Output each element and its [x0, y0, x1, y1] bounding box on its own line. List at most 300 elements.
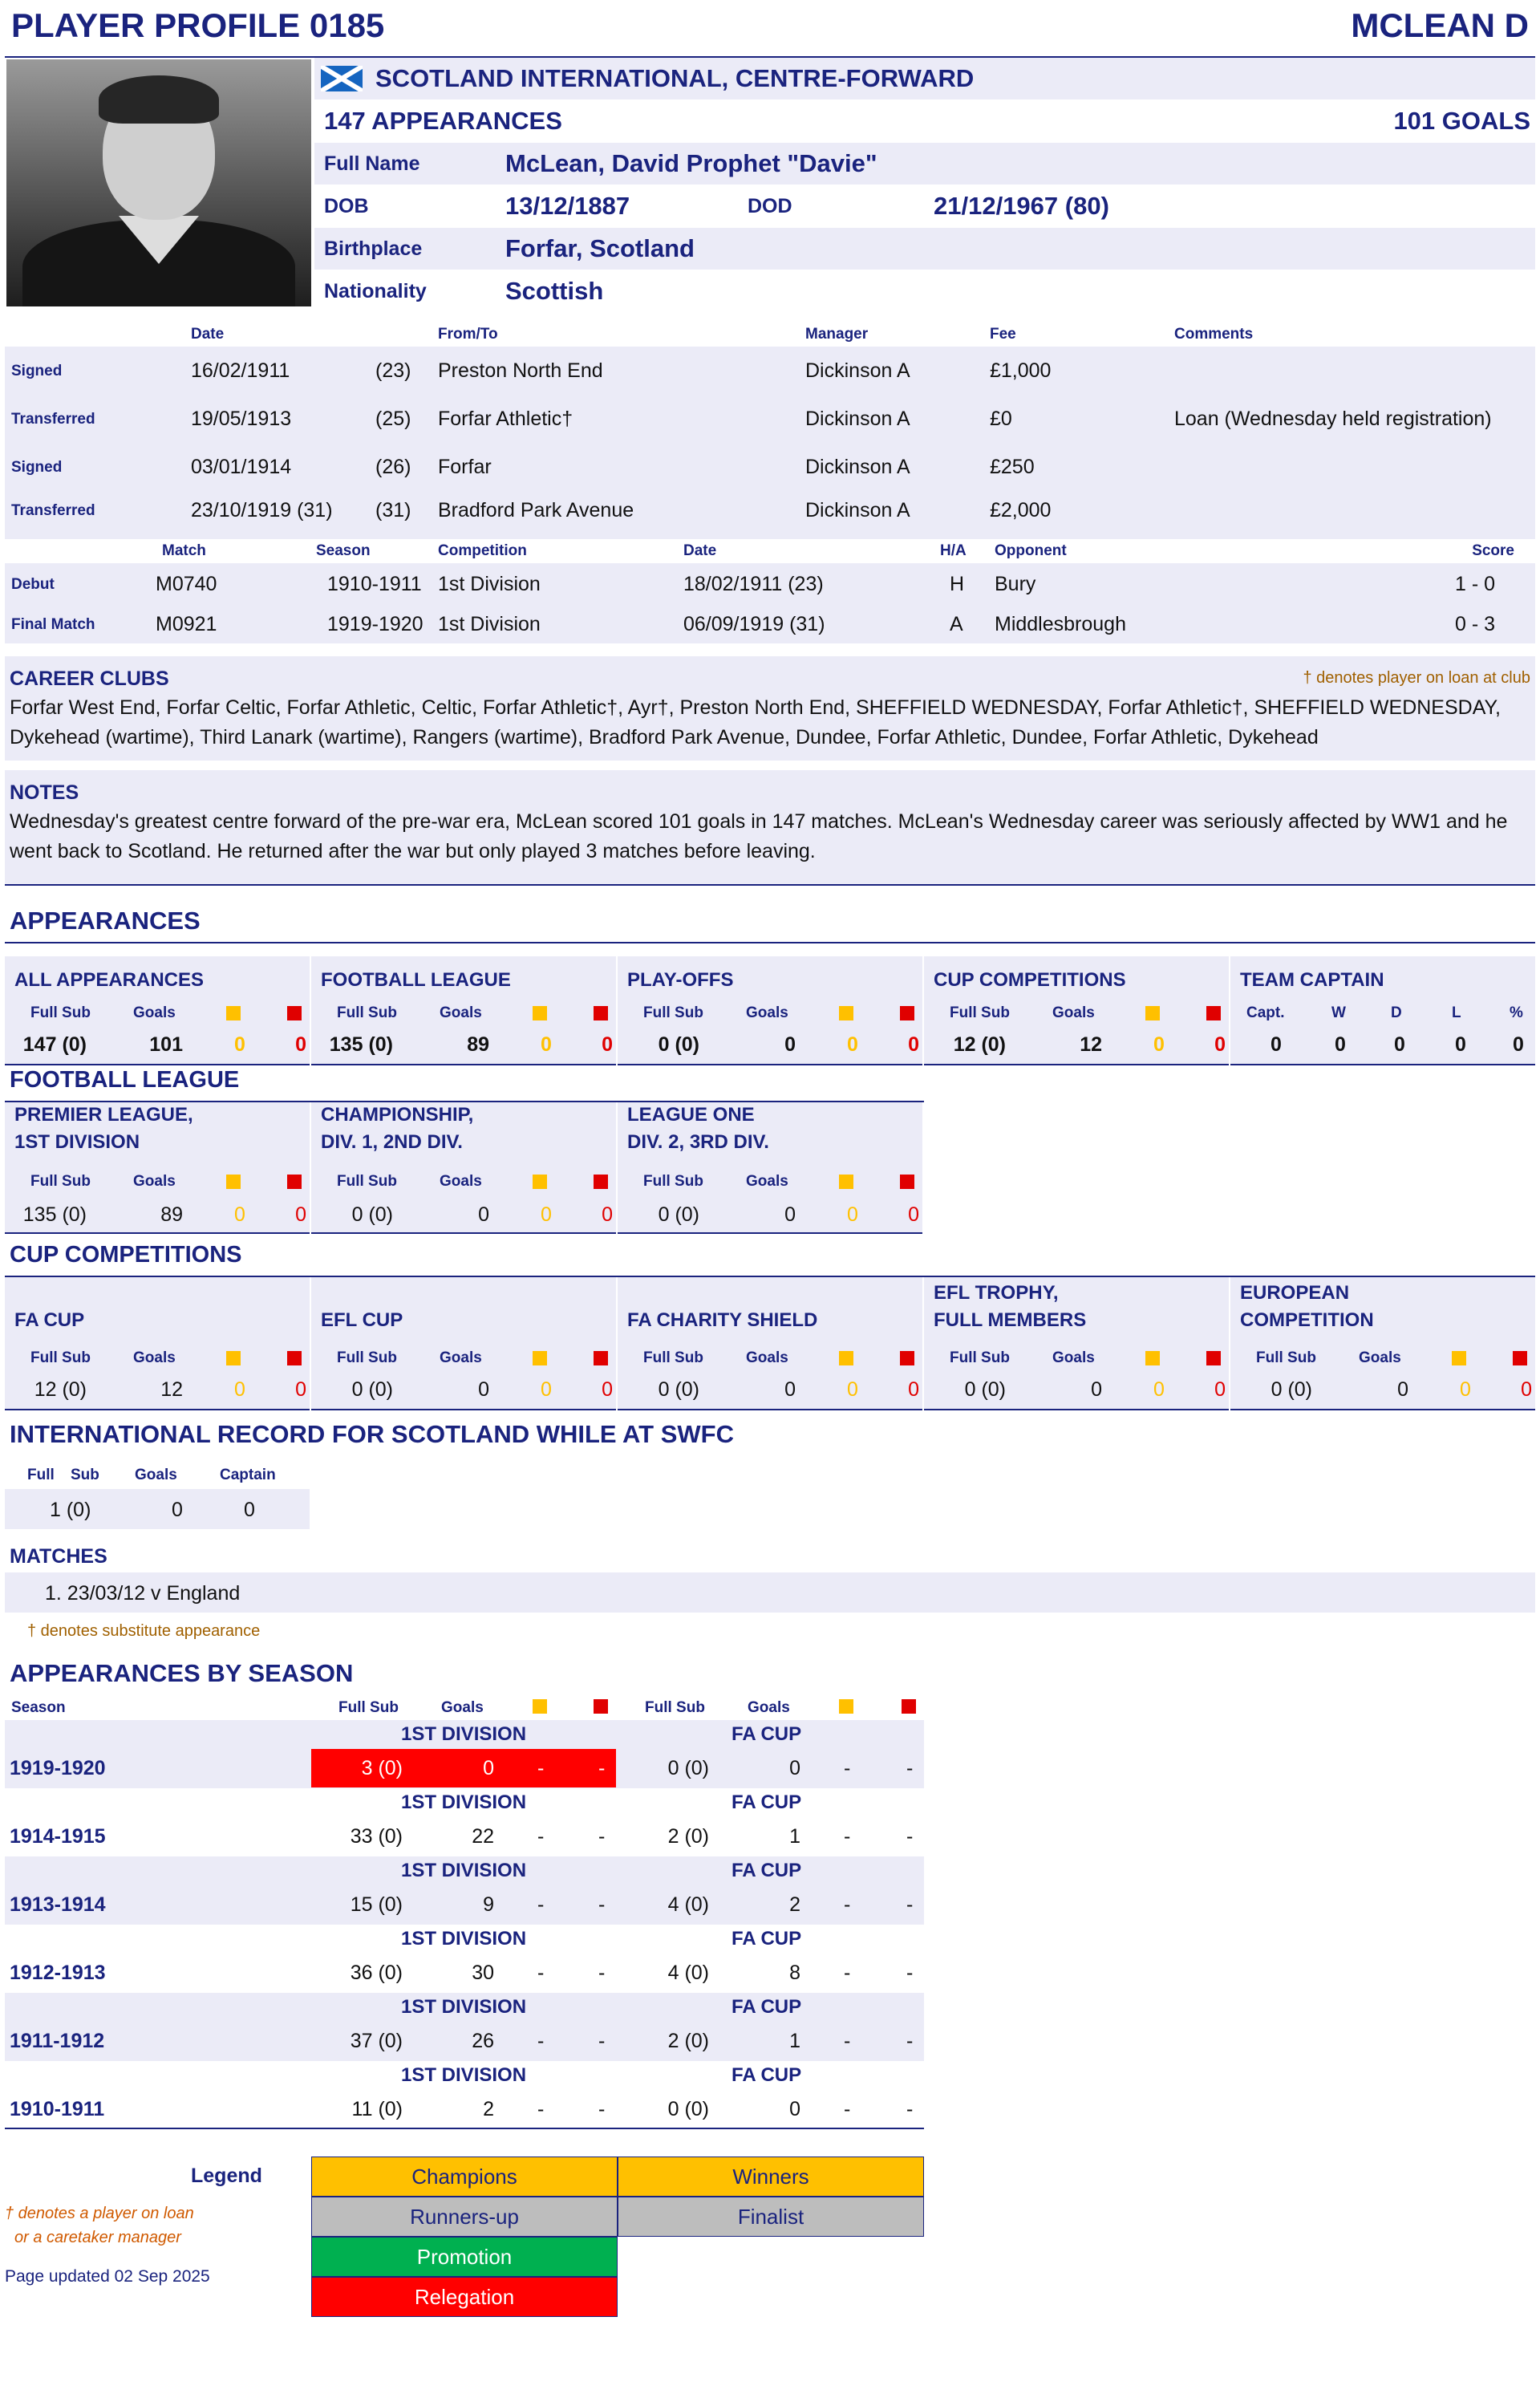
stat-block [5, 956, 310, 1065]
matches-header [5, 541, 1535, 563]
match-id: M0921 [156, 613, 217, 635]
player-role: SCOTLAND INTERNATIONAL, CENTRE-FORWARD [375, 64, 975, 92]
match-score: 0 - 3 [1454, 613, 1495, 635]
red-cards-value: - [906, 1893, 914, 1916]
competition-1-label: 1ST DIVISION [401, 1791, 527, 1813]
full-sub-value: 33 (0) [350, 1825, 403, 1848]
block-underline [5, 1232, 310, 1234]
competition-2-label: FA CUP [732, 1791, 802, 1813]
block-underline [311, 1064, 616, 1065]
transfer-date: 23/10/1919 (31) [191, 499, 333, 521]
yellow-cards-value: 0 [1153, 1033, 1165, 1056]
yellow-card-icon [533, 1175, 547, 1189]
season-row [5, 1925, 924, 1993]
header-goals: Goals [440, 1349, 482, 1366]
yellow-cards-value: 0 [847, 1378, 858, 1401]
full-sub-value: 12 (0) [34, 1378, 87, 1401]
red-card-icon [594, 1006, 608, 1020]
legend-title: Legend [191, 2165, 262, 2187]
header-full-sub: Full Sub [643, 1173, 703, 1190]
intl-match-item: 1. 23/03/12 v England [45, 1582, 241, 1605]
match-season: 1910-1911 [327, 573, 422, 595]
transfer-row [5, 491, 1535, 539]
transfer-age: (23) [375, 359, 411, 382]
full-name-label: Full Name [324, 152, 420, 175]
transfer-fee: £1,000 [990, 359, 1052, 382]
red-card-icon [1513, 1351, 1527, 1365]
transfer-club: Preston North End [438, 359, 603, 382]
red-card-icon [287, 1351, 302, 1365]
block-underline [5, 1064, 310, 1065]
goals-value: 0 [784, 1033, 796, 1056]
header-full-sub: Full Sub [337, 1004, 397, 1021]
red-cards-value: 0 [295, 1203, 306, 1226]
competition-1-label: 1ST DIVISION [401, 1928, 527, 1950]
header-goals: Goals [1359, 1349, 1401, 1366]
legend-section [5, 2148, 1535, 2333]
full-sub-value: 0 (0) [667, 1757, 709, 1779]
match-type: Final Match [11, 616, 95, 633]
scotland-flag-icon [321, 66, 363, 91]
transfer-fee: £2,000 [990, 499, 1052, 521]
header-goals: Goals [133, 1173, 176, 1190]
full-sub-value: 2 (0) [667, 2030, 709, 2052]
transfer-manager: Dickinson A [805, 408, 910, 430]
player-name: MCLEAN D [1351, 6, 1529, 44]
yellow-card-icon [839, 1175, 853, 1189]
red-card-icon [900, 1351, 914, 1365]
career-clubs-section [5, 656, 1535, 761]
legend-champions: Champions [311, 2157, 618, 2197]
yellow-cards-value: 0 [234, 1203, 245, 1226]
header-full-sub: Full Sub [30, 1004, 91, 1021]
debut-row [5, 563, 1535, 603]
stat-block [1230, 1277, 1535, 1410]
season-row [5, 1993, 924, 2061]
yellow-card-icon [226, 1175, 241, 1189]
final-match-row [5, 603, 1535, 643]
goals-value: 0 [784, 1378, 796, 1401]
competition-2-label: FA CUP [732, 1860, 802, 1881]
match-id: M0740 [156, 573, 217, 595]
competition-1-label: 1ST DIVISION [401, 1996, 527, 2018]
transfer-type: Signed [11, 363, 63, 379]
header-full-sub-1: Full Sub [338, 1699, 399, 1716]
captain-header: Capt. [1246, 1004, 1285, 1021]
stat-block [311, 1102, 616, 1234]
legend-promotion: Promotion [311, 2237, 618, 2277]
header-score: Score [1472, 542, 1514, 559]
yellow-cards-value: 0 [847, 1203, 858, 1226]
match-ha: H [950, 573, 965, 595]
transfer-age: (26) [375, 456, 411, 478]
header-manager: Manager [805, 326, 869, 343]
goals-value: 22 [472, 1825, 494, 1848]
yellow-card-icon [839, 1699, 853, 1714]
yellow-cards-value: 0 [234, 1033, 245, 1056]
captain-value: 0 [1394, 1033, 1405, 1056]
block-underline [924, 1064, 1229, 1065]
nationality-label: Nationality [324, 280, 427, 302]
legend-winners: Winners [618, 2157, 924, 2197]
stat-block [618, 1277, 922, 1410]
appearances-title: APPEARANCES [5, 907, 1535, 943]
player-info-panel [5, 56, 1535, 308]
season-row [5, 1720, 924, 1788]
full-sub-value: 15 (0) [350, 1893, 403, 1916]
career-clubs-line-1: Forfar West End, Forfar Celtic, Forfar Athletic, Celtic, Forfar Athletic†, Ayr†, Preston North End, SHEFFIELD WEDNESDAY, Forfar Athletic†, SHEFFIELD WEDNESDAY, [10, 696, 1501, 719]
season-label: 1914-1915 [10, 1825, 106, 1848]
debut-final-table [5, 541, 1535, 643]
total-goals: 101 GOALS [1393, 107, 1530, 135]
yellow-card-icon [533, 1699, 547, 1714]
intl-captain: 0 [244, 1499, 255, 1521]
transfers-table [5, 324, 1535, 541]
transfers-header [5, 324, 1535, 347]
full-sub-value: 0 (0) [351, 1378, 393, 1401]
goals-value: 2 [483, 2098, 494, 2120]
intl-header-sub: Sub [71, 1467, 99, 1483]
transfer-club: Forfar [438, 456, 492, 478]
red-cards-value: 0 [295, 1378, 306, 1401]
appearances-section [5, 899, 1535, 1067]
cup-competitions-section [5, 1237, 1535, 1412]
transfer-manager: Dickinson A [805, 499, 910, 521]
stat-block-title: FA CHARITY SHIELD [627, 1309, 818, 1331]
player-profile-page [5, 0, 1535, 2333]
goals-value: 0 [789, 2098, 800, 2120]
red-cards-value: - [598, 1757, 606, 1779]
transfer-date: 03/01/1914 [191, 456, 292, 478]
transfer-manager: Dickinson A [805, 359, 910, 382]
international-section [5, 1412, 1535, 1659]
career-clubs-title: CAREER CLUBS [10, 667, 169, 690]
red-card-icon [1206, 1006, 1221, 1020]
match-opponent: Middlesbrough [995, 613, 1126, 635]
header-goals: Goals [746, 1173, 788, 1190]
career-clubs-line-2: Dykehead (wartime), Third Lanark (wartime), Rangers (wartime), Bradford Park Avenue, Dundee, Forfar Athletic, Dundee, Forfar Athletic, Dykehead [10, 726, 1319, 749]
header-ha: H/A [940, 542, 967, 559]
red-cards-value: - [906, 2098, 914, 2120]
season-label: 1912-1913 [10, 1962, 106, 1984]
red-cards-value: 0 [295, 1033, 306, 1056]
legend-relegation: Relegation [311, 2277, 618, 2317]
intl-goals: 0 [172, 1499, 183, 1521]
goals-value: 89 [467, 1033, 489, 1056]
yellow-card-icon [1145, 1006, 1160, 1020]
full-sub-value: 12 (0) [953, 1033, 1006, 1056]
red-cards-value: 0 [908, 1203, 919, 1226]
role-row [314, 58, 1535, 100]
transfer-row [5, 347, 1535, 395]
stat-block-title: ALL APPEARANCES [14, 969, 205, 991]
block-underline [618, 1232, 922, 1234]
red-card-icon [900, 1175, 914, 1189]
captain-header: % [1510, 1004, 1523, 1021]
stat-block-title: CHAMPIONSHIP, [321, 1104, 474, 1126]
goals-value: 30 [472, 1962, 494, 1984]
birthplace-label: Birthplace [324, 237, 423, 260]
header-season: Season [11, 1699, 66, 1716]
red-cards-value: - [906, 1757, 914, 1779]
red-cards-value: - [598, 2030, 606, 2052]
header-goals: Goals [746, 1004, 788, 1021]
yellow-cards-value: - [537, 1825, 545, 1848]
captain-value: 0 [1513, 1033, 1524, 1056]
yellow-cards-value: - [844, 1825, 851, 1848]
season-label: 1911-1912 [10, 2030, 105, 2052]
competition-1-label: 1ST DIVISION [401, 1723, 527, 1745]
yellow-cards-value: 0 [541, 1203, 552, 1226]
red-cards-value: 0 [908, 1033, 919, 1056]
full-sub-value: 147 (0) [22, 1033, 87, 1056]
captain-header: D [1391, 1004, 1402, 1021]
header-goals: Goals [133, 1349, 176, 1366]
red-card-icon [287, 1175, 302, 1189]
transfer-date: 19/05/1913 [191, 408, 292, 430]
yellow-cards-value: - [844, 2098, 851, 2120]
yellow-card-icon [226, 1006, 241, 1020]
goals-value: 12 [1080, 1033, 1102, 1056]
match-type: Debut [11, 576, 55, 593]
appearances-by-season-section [5, 1659, 1535, 2148]
full-sub-value: 135 (0) [22, 1203, 87, 1226]
goals-value: 101 [149, 1033, 183, 1056]
stat-block-title: DIV. 1, 2ND DIV. [321, 1131, 463, 1153]
stat-block-title: PREMIER LEAGUE, [14, 1104, 193, 1126]
transfer-club: Bradford Park Avenue [438, 499, 634, 521]
goals-value: 1 [789, 2030, 800, 2052]
header-full-sub: Full Sub [643, 1349, 703, 1366]
stat-block-title: EFL CUP [321, 1309, 403, 1331]
header-goals: Goals [1052, 1349, 1095, 1366]
stat-block-title: FULL MEMBERS [934, 1309, 1087, 1331]
season-row [5, 1856, 924, 1925]
nationality-row [314, 270, 1535, 313]
page-header [5, 0, 1535, 56]
red-cards-value: - [598, 2098, 606, 2120]
match-date: 18/02/1911 (23) [683, 573, 824, 595]
stat-block [311, 956, 616, 1065]
header-full-sub-2: Full Sub [645, 1699, 705, 1716]
football-league-section [5, 1067, 1535, 1237]
goals-value: 0 [478, 1203, 489, 1226]
competition-2-label: FA CUP [732, 1723, 802, 1745]
red-cards-value: 0 [1521, 1378, 1532, 1401]
stat-block [5, 1102, 310, 1234]
season-row [5, 1788, 924, 1856]
stat-block-title: 1ST DIVISION [14, 1131, 140, 1153]
dob-row [314, 185, 1535, 228]
yellow-cards-value: 0 [541, 1378, 552, 1401]
intl-match-list [5, 1572, 1535, 1613]
goals-value: 9 [483, 1893, 494, 1916]
red-cards-value: - [598, 1962, 606, 1984]
intl-matches-title: MATCHES [10, 1545, 107, 1568]
goals-value: 1 [789, 1825, 800, 1848]
goals-value: 0 [483, 1757, 494, 1779]
yellow-cards-value: - [844, 1893, 851, 1916]
goals-value: 0 [478, 1378, 489, 1401]
header-full-sub: Full Sub [950, 1349, 1010, 1366]
full-sub-value: 0 (0) [964, 1378, 1006, 1401]
red-cards-value: - [598, 1893, 606, 1916]
transfer-type: Signed [11, 459, 63, 476]
header-competition: Competition [438, 542, 527, 559]
yellow-card-icon [533, 1006, 547, 1020]
yellow-card-icon [1452, 1351, 1466, 1365]
transfer-age: (31) [375, 499, 411, 521]
header-full-sub: Full Sub [337, 1173, 397, 1190]
full-sub-value: 0 (0) [658, 1033, 699, 1056]
intl-stats-row [5, 1489, 310, 1529]
yellow-cards-value: - [844, 2030, 851, 2052]
transfer-fee: £0 [990, 408, 1012, 430]
block-underline [618, 1409, 922, 1410]
full-sub-value: 0 (0) [667, 2098, 709, 2120]
red-cards-value: 0 [602, 1203, 613, 1226]
full-sub-value: 0 (0) [351, 1203, 393, 1226]
loan-note-line-1: † denotes a player on loan [5, 2205, 194, 2222]
season-label: 1910-1911 [10, 2098, 105, 2120]
full-name-value: McLean, David Prophet "Davie" [505, 149, 877, 177]
captain-value: 0 [1270, 1033, 1282, 1056]
team-captain-block [1230, 956, 1535, 1065]
yellow-cards-value: 0 [1460, 1378, 1471, 1401]
stat-block [924, 1277, 1229, 1410]
intl-header-full: Full [27, 1467, 55, 1483]
yellow-cards-value: 0 [847, 1033, 858, 1056]
stat-block [311, 1277, 616, 1410]
yellow-cards-value: 0 [234, 1378, 245, 1401]
yellow-cards-value: - [537, 2098, 545, 2120]
stat-block-title: DIV. 2, 3RD DIV. [627, 1131, 769, 1153]
header-from-to: From/To [438, 326, 498, 343]
legend-finalist: Finalist [618, 2197, 924, 2237]
stat-block [924, 956, 1229, 1065]
block-underline [618, 1064, 922, 1065]
yellow-cards-value: - [537, 1757, 545, 1779]
full-sub-value: 36 (0) [350, 1962, 403, 1984]
match-competition: 1st Division [438, 573, 541, 595]
header-fee: Fee [990, 326, 1016, 343]
transfer-club: Forfar Athletic† [438, 408, 573, 430]
yellow-card-icon [839, 1006, 853, 1020]
season-label: 1913-1914 [10, 1893, 106, 1916]
full-sub-value: 3 (0) [361, 1757, 403, 1779]
stat-block [618, 956, 922, 1065]
match-season: 1919-1920 [327, 613, 424, 635]
team-captain-title: TEAM CAPTAIN [1240, 969, 1384, 991]
yellow-cards-value: - [537, 1962, 545, 1984]
red-cards-value: - [906, 1962, 914, 1984]
stat-block [5, 1277, 310, 1410]
full-sub-value: 37 (0) [350, 2030, 403, 2052]
red-card-icon [594, 1351, 608, 1365]
captain-value: 0 [1455, 1033, 1466, 1056]
yellow-cards-value: - [537, 2030, 545, 2052]
yellow-cards-value: 0 [541, 1033, 552, 1056]
substitute-note: † denotes substitute appearance [27, 1622, 261, 1640]
red-cards-value: 0 [908, 1378, 919, 1401]
header-opponent: Opponent [995, 542, 1067, 559]
header-full-sub: Full Sub [1256, 1349, 1316, 1366]
career-loan-note: † denotes player on loan at club [1303, 669, 1530, 687]
header-goals: Goals [1052, 1004, 1095, 1021]
stat-block-title: FA CUP [14, 1309, 85, 1331]
dod-value: 21/12/1967 (80) [934, 192, 1109, 220]
red-card-icon [902, 1699, 916, 1714]
match-opponent: Bury [995, 573, 1036, 595]
competition-2-label: FA CUP [732, 2064, 802, 2086]
header-match: Match [162, 542, 206, 559]
transfer-comments: Loan (Wednesday held registration) [1174, 408, 1492, 430]
full-sub-value: 0 (0) [1270, 1378, 1312, 1401]
header-goals: Goals [440, 1004, 482, 1021]
red-cards-value: - [906, 2030, 914, 2052]
notes-title: NOTES [10, 781, 79, 804]
intl-header-captain: Captain [220, 1467, 276, 1483]
red-card-icon [594, 1699, 608, 1714]
stat-block-title: EFL TROPHY, [934, 1282, 1059, 1304]
red-card-icon [1206, 1351, 1221, 1365]
header-full-sub: Full Sub [30, 1173, 91, 1190]
stat-block-title: FOOTBALL LEAGUE [321, 969, 511, 991]
competition-1-label: 1ST DIVISION [401, 1860, 527, 1881]
red-cards-value: - [598, 1825, 606, 1848]
yellow-cards-value: - [844, 1757, 851, 1779]
loan-note-line-2: or a caretaker manager [14, 2229, 181, 2246]
legend-runners-up: Runners-up [311, 2197, 618, 2237]
red-card-icon [900, 1006, 914, 1020]
header-date: Date [191, 326, 225, 343]
header-full-sub: Full Sub [337, 1349, 397, 1366]
birthplace-row [314, 228, 1535, 270]
match-competition: 1st Division [438, 613, 541, 635]
header-goals-1: Goals [441, 1699, 484, 1716]
match-ha: A [950, 613, 963, 635]
notes-section [5, 770, 1535, 886]
stat-block [618, 1102, 922, 1234]
red-cards-value: - [906, 1825, 914, 1848]
goals-value: 0 [1091, 1378, 1102, 1401]
goals-value: 12 [160, 1378, 183, 1401]
seasons-title: APPEARANCES BY SEASON [10, 1659, 354, 1687]
transfer-age: (25) [375, 408, 411, 430]
yellow-cards-value: 0 [1153, 1378, 1165, 1401]
goals-value: 26 [472, 2030, 494, 2052]
captain-value: 0 [1335, 1033, 1346, 1056]
totals-row [314, 100, 1535, 143]
match-date: 06/09/1919 (31) [683, 613, 825, 635]
full-sub-value: 0 (0) [658, 1378, 699, 1401]
yellow-card-icon [533, 1351, 547, 1365]
red-cards-value: 0 [1214, 1378, 1226, 1401]
intl-full-sub: 1 (0) [50, 1499, 91, 1521]
header-goals: Goals [746, 1349, 788, 1366]
block-underline [311, 1409, 616, 1410]
full-sub-value: 2 (0) [667, 1825, 709, 1848]
header-goals: Goals [440, 1173, 482, 1190]
yellow-card-icon [839, 1351, 853, 1365]
goals-value: 89 [160, 1203, 183, 1226]
block-underline [5, 1409, 310, 1410]
cup-competitions-title: CUP COMPETITIONS [5, 1242, 1535, 1277]
match-score: 1 - 0 [1454, 573, 1495, 595]
page-updated: Page updated 02 Sep 2025 [5, 2267, 210, 2286]
competition-2-label: FA CUP [732, 1928, 802, 1950]
captain-header: W [1331, 1004, 1346, 1021]
